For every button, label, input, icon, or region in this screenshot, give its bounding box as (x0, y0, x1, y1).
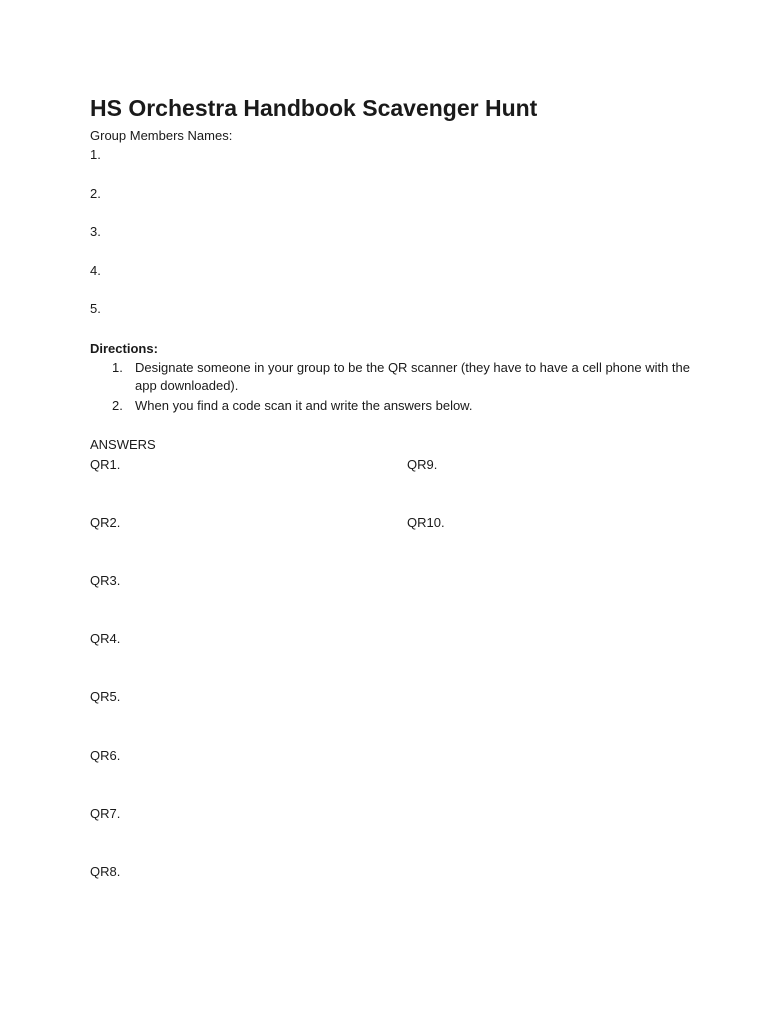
answer-label-qr5: QR5. (90, 689, 121, 704)
answer-label-qr2: QR2. (90, 515, 121, 530)
direction-text-1: Designate someone in your group to be the QR scanner (they have to have a cell phone with the app downloaded). (135, 360, 691, 393)
member-number-5: 5. (90, 301, 101, 316)
group-members-label: Group Members Names: (90, 128, 233, 143)
page-title: HS Orchestra Handbook Scavenger Hunt (90, 95, 538, 121)
member-number-3: 3. (90, 224, 101, 239)
direction-number-2: 2. (112, 398, 123, 413)
member-number-2: 2. (90, 186, 101, 201)
answers-heading: ANSWERS (90, 437, 156, 452)
answer-label-qr10: QR10. (407, 515, 445, 530)
direction-number-1: 1. (112, 360, 123, 375)
direction-text-2: When you find a code scan it and write the answers below. (135, 398, 473, 413)
answer-label-qr1: QR1. (90, 457, 121, 472)
answer-label-qr8: QR8. (90, 864, 121, 879)
answer-label-qr4: QR4. (90, 631, 121, 646)
answer-label-qr7: QR7. (90, 806, 121, 821)
answer-label-qr6: QR6. (90, 748, 121, 763)
answer-label-qr9: QR9. (407, 457, 438, 472)
member-number-1: 1. (90, 147, 101, 162)
answer-label-qr3: QR3. (90, 573, 121, 588)
directions-heading: Directions: (90, 341, 158, 356)
member-number-4: 4. (90, 263, 101, 278)
